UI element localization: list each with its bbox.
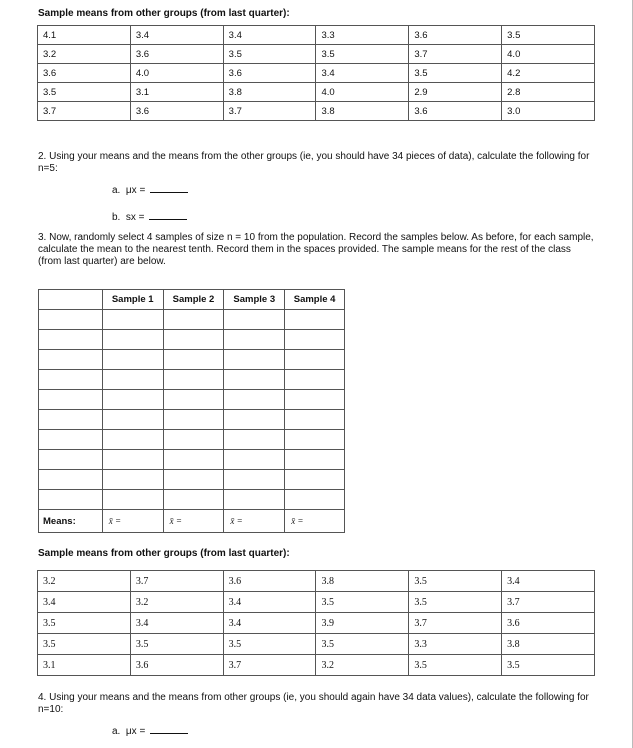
sample-value-cell[interactable] <box>285 410 345 430</box>
sample-entry-row <box>39 470 345 490</box>
sample-value-cell[interactable] <box>224 470 285 490</box>
table-cell: 3.8 <box>223 83 316 102</box>
table-cell: 3.2 <box>38 571 131 592</box>
sample-value-cell[interactable] <box>102 370 163 390</box>
table-cell: 3.5 <box>130 634 223 655</box>
sample-header-row <box>39 290 345 310</box>
table-row <box>38 655 595 676</box>
table-cell: 3.5 <box>38 634 131 655</box>
table-cell: 3.7 <box>409 613 502 634</box>
sample-entry-row <box>39 450 345 470</box>
sample-value-cell[interactable] <box>285 490 345 510</box>
sample-mean-cell[interactable]: x̄ = <box>224 510 285 533</box>
table-cell: 4.0 <box>316 83 409 102</box>
table-cell: 3.4 <box>130 613 223 634</box>
table-cell: 3.1 <box>130 83 223 102</box>
table-cell: 3.6 <box>38 64 131 83</box>
table-cell: 3.7 <box>502 592 595 613</box>
sample-value-cell[interactable] <box>163 390 224 410</box>
table-row <box>38 45 595 64</box>
table-cell: 3.7 <box>223 102 316 121</box>
table-cell: 3.4 <box>223 26 316 45</box>
table-row <box>38 83 595 102</box>
means-label: Means: <box>39 510 103 533</box>
table-cell: 3.6 <box>409 102 502 121</box>
sample-mean-cell[interactable]: x̄ = <box>285 510 345 533</box>
sample-value-cell[interactable] <box>163 330 224 350</box>
table-row <box>38 592 595 613</box>
table-cell: 3.5 <box>502 26 595 45</box>
table-cell: 3.8 <box>502 634 595 655</box>
table-cell: 3.4 <box>502 571 595 592</box>
question4-item-a <box>112 725 188 737</box>
sample-value-cell[interactable] <box>163 490 224 510</box>
sample-value-cell[interactable] <box>102 350 163 370</box>
item-a-label: a. <box>112 726 121 737</box>
table-cell: 3.8 <box>316 102 409 121</box>
sample-value-cell[interactable] <box>285 450 345 470</box>
sample-value-cell[interactable] <box>102 330 163 350</box>
section2-table <box>37 570 595 676</box>
table-cell: 3.7 <box>130 571 223 592</box>
table-row <box>38 26 595 45</box>
item-a-label: a. <box>112 185 121 196</box>
sample-entry-row <box>39 330 345 350</box>
table-cell: 3.0 <box>502 102 595 121</box>
table-cell: 3.3 <box>316 26 409 45</box>
sample-mean-cell[interactable]: x̄ = <box>102 510 163 533</box>
sample-value-cell[interactable] <box>285 470 345 490</box>
table-cell: 4.1 <box>38 26 131 45</box>
table-cell: 3.6 <box>409 26 502 45</box>
sample-value-cell[interactable] <box>102 470 163 490</box>
sample-value-cell[interactable] <box>224 410 285 430</box>
row-label-cell <box>39 330 103 350</box>
table-cell: 3.4 <box>316 64 409 83</box>
table-cell: 3.6 <box>130 655 223 676</box>
sample-value-cell[interactable] <box>163 310 224 330</box>
s-xbar-symbol: sx = <box>125 212 145 223</box>
table-cell: 3.5 <box>316 634 409 655</box>
sample-header-4: Sample 4 <box>285 290 345 310</box>
table-row <box>38 102 595 121</box>
question2-item-a <box>112 184 188 196</box>
table-cell: 3.7 <box>409 45 502 64</box>
table-cell: 3.5 <box>223 634 316 655</box>
table-cell: 3.5 <box>38 83 131 102</box>
table-cell: 3.5 <box>316 45 409 64</box>
sample-value-cell[interactable] <box>163 430 224 450</box>
table-row <box>38 634 595 655</box>
table-cell: 3.7 <box>38 102 131 121</box>
sample-value-cell[interactable] <box>285 310 345 330</box>
sample-value-cell[interactable] <box>224 330 285 350</box>
table-cell: 3.5 <box>409 571 502 592</box>
table-cell: 3.5 <box>409 592 502 613</box>
question2-item-b <box>112 211 187 223</box>
sample-value-cell[interactable] <box>102 490 163 510</box>
sample-value-cell[interactable] <box>102 450 163 470</box>
sample-header-2: Sample 2 <box>163 290 224 310</box>
row-label-cell <box>39 370 103 390</box>
sample-header-1: Sample 1 <box>102 290 163 310</box>
table-cell: 3.5 <box>316 592 409 613</box>
table-cell: 2.9 <box>409 83 502 102</box>
table-cell: 3.2 <box>38 45 131 64</box>
table-cell: 3.5 <box>502 655 595 676</box>
table-cell: 3.4 <box>223 592 316 613</box>
section1-table <box>37 25 595 121</box>
sample-value-cell[interactable] <box>163 470 224 490</box>
table-cell: 2.8 <box>502 83 595 102</box>
row-label-cell <box>39 430 103 450</box>
sample-value-cell[interactable] <box>163 350 224 370</box>
sample-entry-row <box>39 370 345 390</box>
row-label-cell <box>39 310 103 330</box>
row-label-cell <box>39 410 103 430</box>
sample-table <box>38 289 345 533</box>
header-corner-cell <box>39 290 103 310</box>
table-cell: 3.2 <box>130 592 223 613</box>
sample-value-cell[interactable] <box>163 410 224 430</box>
table-cell: 3.7 <box>223 655 316 676</box>
question2-text: 2. Using your means and the means from the other groups (ie, you should have 34 pieces of data), calculate the following for n=5: <box>38 151 590 174</box>
sample-entry-row <box>39 490 345 510</box>
table-cell: 3.4 <box>223 613 316 634</box>
table-row <box>38 571 595 592</box>
mu-xbar-symbol: μx = <box>125 185 146 196</box>
section2-heading: Sample means from other groups (from last quarter): <box>38 548 290 559</box>
sample-value-cell[interactable] <box>285 330 345 350</box>
table-cell: 3.8 <box>316 571 409 592</box>
sample-entry-row <box>39 410 345 430</box>
sample-mean-cell[interactable]: x̄ = <box>163 510 224 533</box>
sample-value-cell[interactable] <box>102 310 163 330</box>
table-cell: 3.4 <box>130 26 223 45</box>
table-cell: 3.5 <box>409 64 502 83</box>
sample-value-cell[interactable] <box>285 390 345 410</box>
answer-blank-mu[interactable] <box>150 184 188 193</box>
row-label-cell <box>39 470 103 490</box>
table-cell: 3.6 <box>223 571 316 592</box>
sample-value-cell[interactable] <box>285 430 345 450</box>
sample-value-cell[interactable] <box>224 370 285 390</box>
table-cell: 4.2 <box>502 64 595 83</box>
table-cell: 3.5 <box>38 613 131 634</box>
section1-heading: Sample means from other groups (from last quarter): <box>38 8 290 19</box>
sample-value-cell[interactable] <box>285 370 345 390</box>
table-cell: 3.3 <box>409 634 502 655</box>
sample-entry-row <box>39 310 345 330</box>
sample-value-cell[interactable] <box>102 410 163 430</box>
sample-header-3: Sample 3 <box>224 290 285 310</box>
table-cell: 4.0 <box>502 45 595 64</box>
table-cell: 3.6 <box>223 64 316 83</box>
sample-entry-row <box>39 390 345 410</box>
sample-value-cell[interactable] <box>163 450 224 470</box>
table-cell: 3.2 <box>316 655 409 676</box>
table-cell: 3.1 <box>38 655 131 676</box>
sample-value-cell[interactable] <box>224 310 285 330</box>
question3-text: 3. Now, randomly select 4 samples of size n = 10 from the population. Record the samples below. As before, for each sample, calculate the mean to the nearest tenth. Record them in the spaces provided. The sample means for the rest of the class (from last quarter) are below. <box>38 232 594 267</box>
sample-entry-row <box>39 350 345 370</box>
table-cell: 3.4 <box>38 592 131 613</box>
sample-entry-row <box>39 430 345 450</box>
table-cell: 3.5 <box>223 45 316 64</box>
table-row <box>38 64 595 83</box>
answer-blank-mu-n10[interactable] <box>150 725 188 734</box>
sample-value-cell[interactable] <box>224 350 285 370</box>
mu-xbar-symbol: μx = <box>125 726 146 737</box>
table-cell: 3.5 <box>409 655 502 676</box>
sample-value-cell[interactable] <box>224 430 285 450</box>
sample-value-cell[interactable] <box>224 450 285 470</box>
row-label-cell <box>39 350 103 370</box>
table-row <box>38 613 595 634</box>
sample-value-cell[interactable] <box>163 370 224 390</box>
item-b-label: b. <box>112 212 121 223</box>
table-cell: 3.6 <box>130 45 223 64</box>
sample-value-cell[interactable] <box>102 430 163 450</box>
sample-value-cell[interactable] <box>224 390 285 410</box>
table-cell: 3.6 <box>502 613 595 634</box>
sample-value-cell[interactable] <box>285 350 345 370</box>
answer-blank-s[interactable] <box>149 211 187 220</box>
row-label-cell <box>39 450 103 470</box>
sample-value-cell[interactable] <box>102 390 163 410</box>
table-cell: 3.9 <box>316 613 409 634</box>
question4-text: 4. Using your means and the means from other groups (ie, you should again have 34 data values), calculate the following for n=10: <box>38 692 589 715</box>
sample-value-cell[interactable] <box>224 490 285 510</box>
row-label-cell <box>39 390 103 410</box>
table-cell: 3.6 <box>130 102 223 121</box>
table-cell: 4.0 <box>130 64 223 83</box>
row-label-cell <box>39 490 103 510</box>
means-row <box>39 510 345 533</box>
